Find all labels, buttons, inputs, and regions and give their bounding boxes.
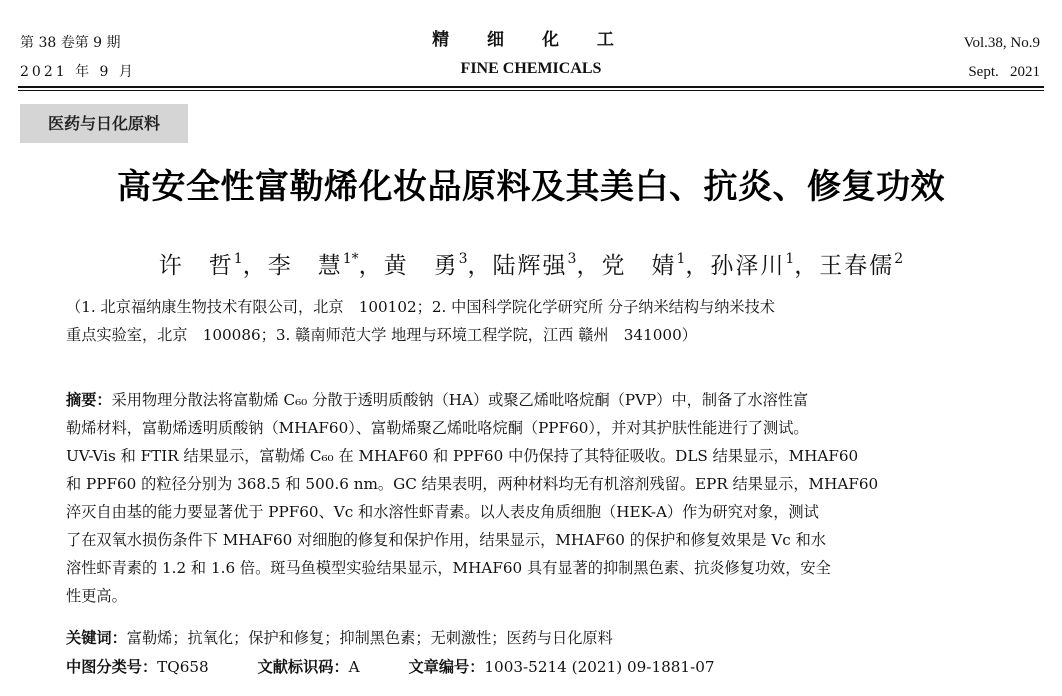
author-separator: ，: [467, 253, 493, 279]
author-name: 陆辉强: [492, 253, 568, 279]
doc-code-value: A: [348, 658, 360, 676]
author-name: 李 慧: [267, 253, 343, 279]
author-separator: ，: [685, 253, 711, 279]
author-affiliation-mark: 1: [233, 251, 243, 267]
abstract-line: UV-Vis 和 FTIR 结果显示，富勒烯 C₆₀ 在 MHAF60 和 PPF60 中仍保持了其特征吸收。DLS 结果显示，MHAF60: [66, 447, 859, 465]
abstract-line: 了在双氧水损伤条件下 MHAF60 对细胞的修复和保护作用，结果显示，MHAF60 的保护和修复效果是 Vc 和水: [66, 531, 826, 549]
author-list: [0, 247, 1062, 280]
journal-title-en: FINE CHEMICALS: [460, 60, 602, 77]
volume-issue-en: Vol.38, No.9: [963, 35, 1040, 51]
author-name: 许 哲: [158, 253, 234, 279]
abstract-line: [66, 386, 996, 414]
abstract-label: 摘要：: [66, 391, 112, 409]
classification-line: [66, 656, 759, 677]
doc-code-label: 文献标识码：: [257, 658, 349, 676]
journal-title-cn: 精 细 化 工: [432, 30, 630, 50]
header-rule-thick: [18, 86, 1044, 88]
clc-value: TQ658: [157, 658, 209, 676]
abstract-line: 勒烯材料，富勒烯透明质酸钠（MHAF60）、富勒烯聚乙烯吡咯烷酮（PPF60），并对其护肤性能进行了测试。: [66, 419, 809, 437]
author-separator: ，: [794, 253, 820, 279]
author-name: 王春儒: [819, 253, 895, 279]
volume-issue-cn: 第 38 卷第 9 期: [20, 35, 121, 51]
author-name: 党 婧: [601, 253, 677, 279]
abstract-line: 和 PPF60 的粒径分别为 368.5 和 500.6 nm。GC 结果表明，两种材料均无有机溶剂残留。EPR 结果显示，MHAF60: [66, 475, 879, 493]
affiliations: [66, 293, 996, 349]
keywords: [66, 627, 613, 648]
article-number-value: 1003-5214 (2021) 09-1881-07: [484, 658, 715, 676]
date-cn: 2021 年 9 月: [20, 64, 136, 80]
section-badge: 医药与日化原料: [20, 104, 188, 143]
abstract-line: 性更高。: [66, 587, 127, 605]
author-affiliation-mark: 3: [458, 251, 468, 267]
date-en: Sept. 2021: [968, 64, 1040, 80]
author-name: 孙泽川: [710, 253, 786, 279]
article-number-label: 文章编号：: [408, 658, 485, 676]
author-separator: ，: [576, 253, 602, 279]
clc-label: 中图分类号：: [66, 658, 158, 676]
author-affiliation-mark: 1: [676, 251, 686, 267]
keywords-text: 富勒烯；抗氧化；保护和修复；抑制黑色素；无刺激性；医药与日化原料: [126, 629, 613, 647]
author-affiliation-mark: 3: [567, 251, 577, 267]
affiliation-line: 重点实验室，北京 100086；3. 赣南师范大学 地理与环境工程学院，江西 赣州 341000）: [66, 326, 697, 344]
keywords-label: 关键词：: [66, 629, 127, 647]
affiliation-line: （1. 北京福纳康生物技术有限公司，北京 100102；2. 中国科学院化学研究所 分子纳米结构与纳米技术: [66, 298, 775, 316]
author-affiliation-mark: 2: [894, 251, 904, 267]
abstract-text: 采用物理分散法将富勒烯 C₆₀ 分散于透明质酸钠（HA）或聚乙烯吡咯烷酮（PVP）中，制备了水溶性富: [111, 391, 809, 409]
abstract-line: 溶性虾青素的 1.2 和 1.6 倍。斑马鱼模型实验结果显示，MHAF60 具有显著的抑制黑色素、抗炎修复功效，安全: [66, 559, 831, 577]
abstract-line: 淬灭自由基的能力要显著优于 PPF60、Vc 和水溶性虾青素。以人表皮角质细胞（HEK-A）作为研究对象，测试: [66, 503, 819, 521]
article-title: 高安全性富勒烯化妆品原料及其美白、抗炎、修复功效: [117, 167, 945, 207]
author-affiliation-mark: 1: [785, 251, 795, 267]
author-name: 黄 勇: [383, 253, 459, 279]
header-rule-thin: [18, 90, 1044, 91]
abstract: [66, 386, 996, 610]
author-affiliation-mark: 1*: [342, 251, 359, 267]
author-separator: ，: [358, 253, 384, 279]
author-separator: ，: [242, 253, 268, 279]
